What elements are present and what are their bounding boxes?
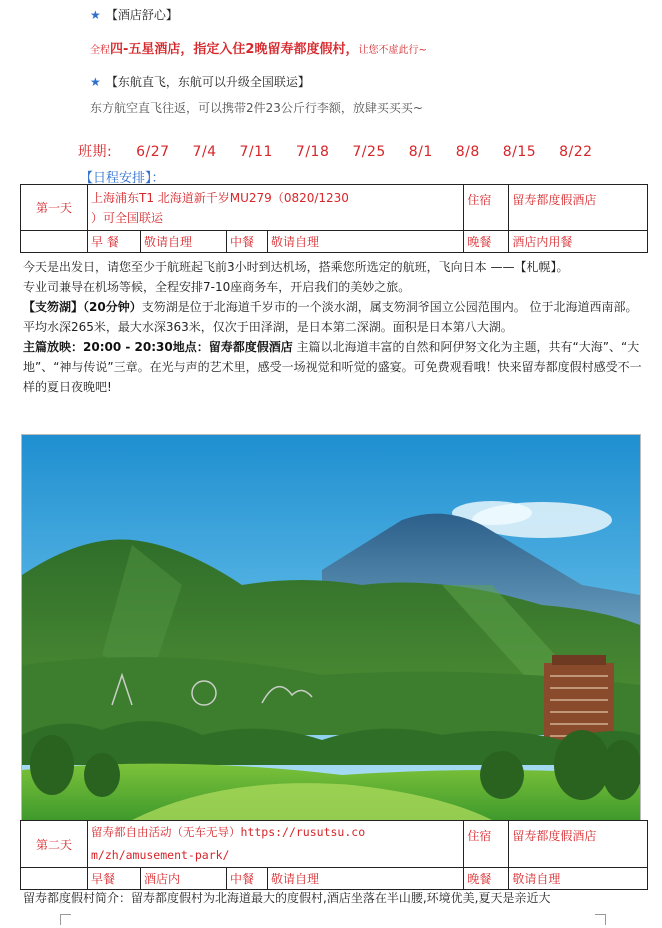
schedule-date: 7/11	[239, 144, 273, 160]
day1-dinner-value: 酒店内用餐	[509, 231, 648, 253]
hotel-line-main: 四-五星酒店，指定入住2晚留寿都度假村，	[110, 42, 359, 57]
crop-mark	[60, 914, 71, 925]
schedule-row	[78, 141, 593, 161]
resort-landscape-image	[22, 435, 640, 820]
day1-p2: 专业司兼导在机场等候，全程安排7-10座商务车，开启我们的美妙之旅。	[23, 280, 411, 294]
day2-stay-label: 住宿	[464, 821, 509, 868]
day1-p4	[23, 337, 646, 397]
schedule-label: 班期:	[78, 144, 113, 160]
lake-text: 支笏湖是位于北海道千岁市的一个淡水湖，属支笏洞爷国立公园范围内。 位于北海道西南部。平均水深265米，最大水深363米，仅次于田泽湖，是日本第二深湖。面积是日本第八大湖。	[23, 300, 638, 334]
schedule-date: 6/27	[136, 144, 170, 160]
flight-line: 东方航空直飞往返，可以携带2件23公斤行李额，放肆买买买~	[90, 101, 423, 115]
star-icon: ★	[90, 8, 101, 22]
show-title: 主篇放映：20:00 - 20:30地点：留寿都度假酒店	[23, 340, 293, 354]
hotel-line	[90, 38, 427, 57]
day2-dinner-label: 晚餐	[464, 868, 509, 890]
day1-description	[23, 257, 646, 397]
day1-label: 第一天	[21, 185, 88, 231]
schedule-date: 7/18	[295, 144, 330, 160]
day1-blank-cell	[21, 231, 88, 253]
schedule-date: 8/22	[559, 144, 593, 160]
flight-heading-row	[90, 71, 310, 90]
crop-mark	[595, 914, 606, 925]
day1-dinner-label: 晚餐	[464, 231, 509, 253]
star-icon: ★	[90, 75, 101, 89]
day1-p3	[23, 297, 646, 337]
day1-lunch-value: 敬请自理	[268, 231, 464, 253]
day1-stay-value: 留寿都度假酒店	[509, 185, 648, 231]
day1-route	[88, 185, 464, 231]
schedule-date: 8/8	[455, 144, 480, 160]
schedule-date: 7/4	[192, 144, 217, 160]
day2-lunch-label: 中餐	[227, 868, 268, 890]
day2-stay-value: 留寿都度假酒店	[509, 821, 648, 868]
schedule-date: 8/1	[408, 144, 433, 160]
schedule-date: 7/25	[352, 144, 386, 160]
day2-dinner-value: 敬请自理	[509, 868, 648, 890]
lake-title: 【支笏湖】	[23, 300, 84, 314]
day2-blank-cell	[21, 868, 88, 890]
day2-activity-line1: 留寿都自由活动（无车无导）https://rusutsu.co	[91, 825, 366, 839]
day2-activity-line2: m/zh/amusement-park/	[91, 848, 230, 862]
day2-breakfast-value: 酒店内	[141, 868, 227, 890]
day1-stay-label: 住宿	[464, 185, 509, 231]
hotel-line-prefix: 全程	[90, 45, 110, 56]
day1-breakfast-value: 敬请自理	[141, 231, 227, 253]
resort-photo	[21, 434, 641, 821]
day2-breakfast-label: 早餐	[88, 868, 141, 890]
day1-route-line2: ）可全国联运	[91, 210, 164, 225]
day1-route-line1: 上海浦东T1 北海道新千岁MU279（0820/1230	[91, 190, 349, 205]
day2-lunch-value: 敬请自理	[268, 868, 464, 890]
day2-label: 第二天	[21, 821, 88, 868]
day1-p1: 今天是出发日，请您至少于航班起飞前3小时到达机场，搭乘您所选定的航班，飞向日本 ——【札幌】。	[23, 260, 569, 274]
day2-intro: 留寿都度假村简介：留寿都度假村为北海道最大的度假村,酒店坐落在半山腰,环境优美,夏天是亲近大	[23, 891, 551, 905]
day2-activity	[88, 821, 464, 868]
lake-duration: （20分钟）	[83, 300, 142, 314]
hotel-heading: 【酒店舒心】	[105, 8, 178, 22]
hotel-line-suffix: 让您不虚此行~	[358, 45, 427, 56]
itinerary-heading: 【日程安排】：	[80, 171, 165, 186]
flight-heading: 【东航直飞，东航可以升级全国联运】	[105, 75, 310, 89]
hotel-heading-row	[90, 4, 178, 23]
schedule-date: 8/15	[502, 144, 537, 160]
day2-table	[20, 820, 648, 890]
day1-lunch-label: 中餐	[227, 231, 268, 253]
day1-breakfast-label: 早 餐	[88, 231, 141, 253]
show-text: 主篇以北海道丰富的自然和阿伊努文化为主题，共有“大海”、“大地”、“神与传说”三章。在光与声的艺术里，感受一场视觉和听觉的盛宴。可免费观看哦！快来留寿都度假村感受不一样的夏日夜晚吧!	[23, 340, 642, 394]
day1-table	[20, 184, 648, 253]
